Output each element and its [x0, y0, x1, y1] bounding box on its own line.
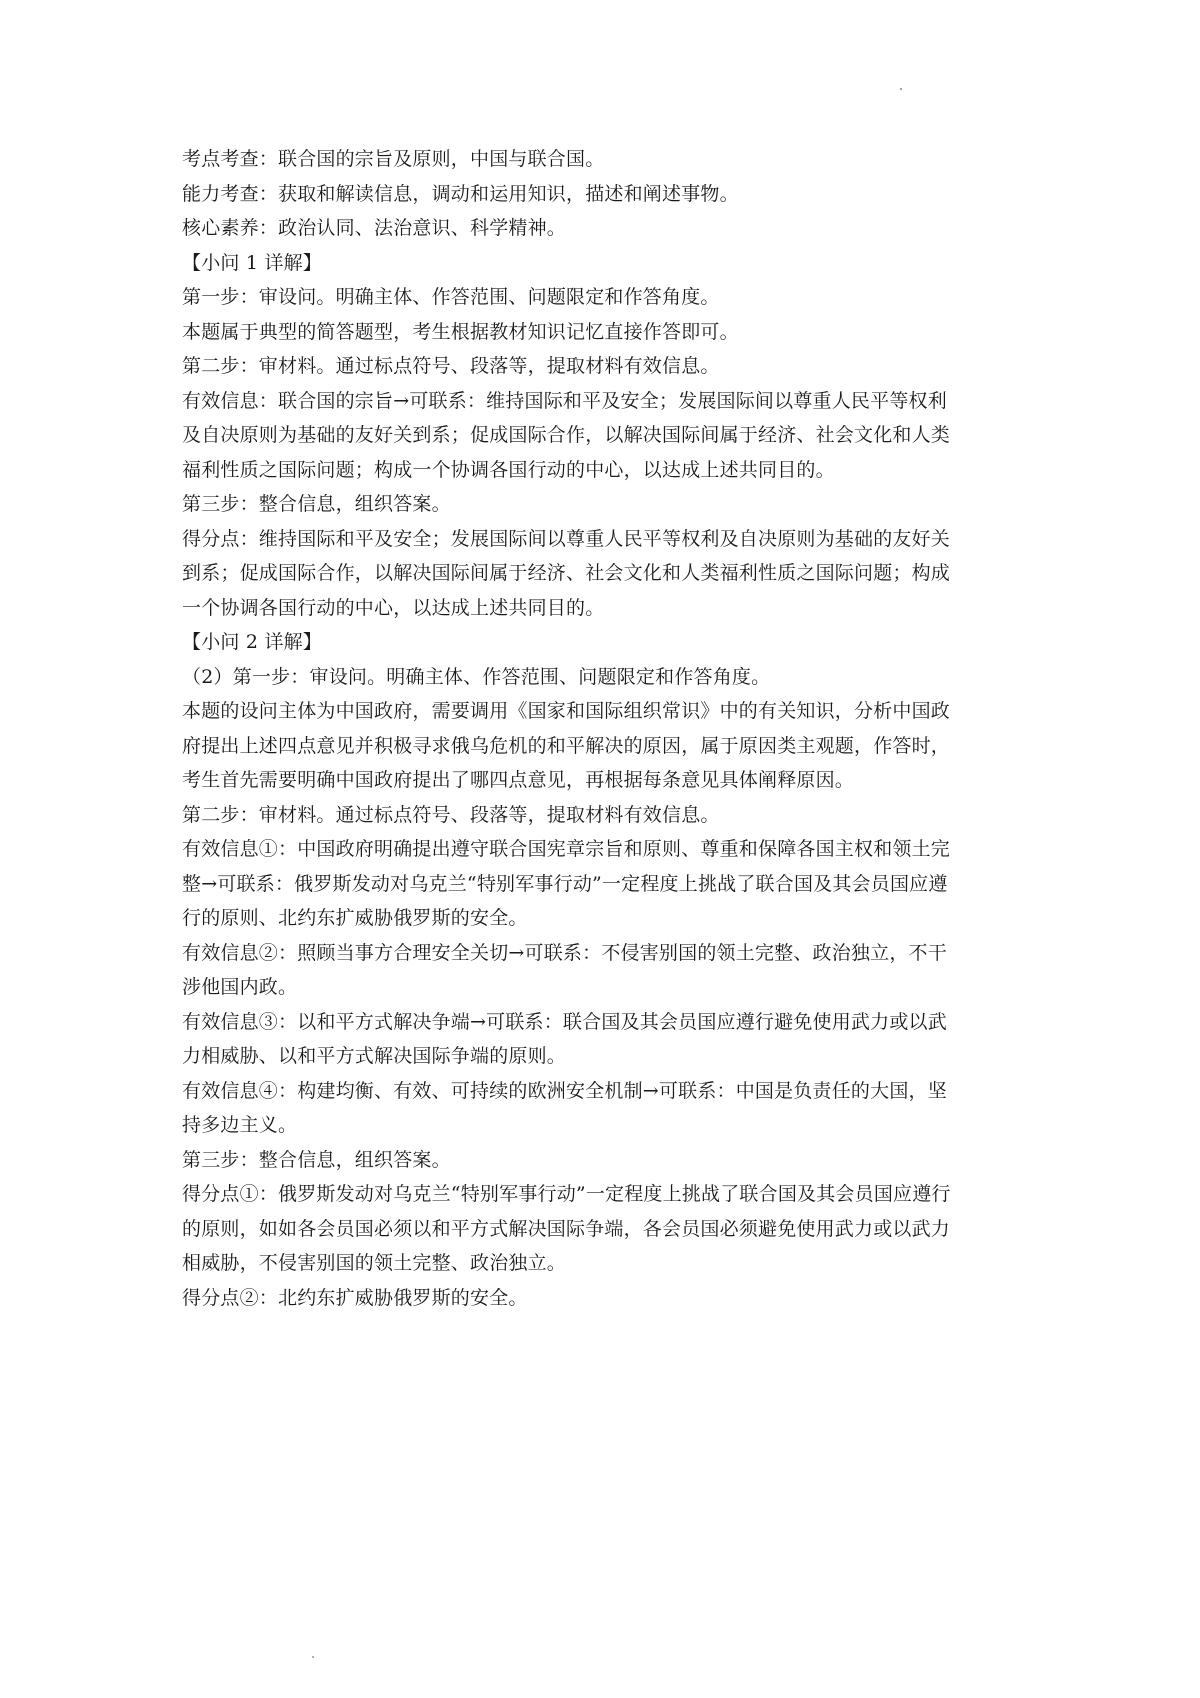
text-line: 考生首先需要明确中国政府提出了哪四点意见，再根据每条意见具体阐释原因。 [182, 769, 855, 791]
text-line: 第三步：整合信息，组织答案。 [182, 1148, 451, 1171]
text-line: （2）第一步：审设问。明确主体、作答范围、问题限定和作答角度。 [182, 665, 771, 688]
text-line: 的原则，如如各会员国必须以和平方式解决国际争端，各会员国必须避免使用武力或以武力 [182, 1217, 951, 1240]
text-line: 涉他国内政。 [182, 976, 298, 998]
text-line: 一个协调各国行动的中心，以达成上述共同目的。 [182, 596, 605, 619]
scan-speck [312, 1656, 314, 1658]
text-line: 有效信息②：照顾当事方合理安全关切→可联系：不侵害别国的领土完整、政治独立，不干 [182, 941, 947, 964]
text-line: 福利性质之国际问题；构成一个协调各国行动的中心，以达成上述共同目的。 [182, 458, 835, 481]
text-line: 有效信息：联合国的宗旨→可联系：维持国际和平及安全；发展国际间以尊重人民平等权利 [182, 389, 947, 412]
text-line: 府提出上述四点意见并积极寻求俄乌危机的和平解决的原因，属于原因类主观题，作答时， [182, 734, 951, 757]
text-line: 核心素养：政治认同、法治意识、科学精神。 [182, 217, 567, 239]
text-line: 第三步：整合信息，组织答案。 [182, 493, 451, 515]
text-line: 及自决原则为基础的友好关到系；促成国际合作，以解决国际间属于经济、社会文化和人类 [182, 424, 951, 446]
text-line: 第二步：审材料。通过标点符号、段落等，提取材料有效信息。 [182, 355, 720, 377]
text-line: 有效信息④：构建均衡、有效、可持续的欧洲安全机制→可联系：中国是负责任的大国，坚 [182, 1079, 947, 1102]
text-line: 整→可联系：俄罗斯发动对乌克兰“特别军事行动”一定程度上挑战了联合国及其会员国应遵 [182, 872, 948, 895]
text-line: 本题的设问主体为中国政府，需要调用《国家和国际组织常识》中的有关知识，分析中国政 [182, 700, 951, 722]
text-line: 得分点：维持国际和平及安全；发展国际间以尊重人民平等权利及自决原则为基础的友好关 [182, 527, 951, 550]
text-line: 本题属于典型的简答题型，考生根据教材知识记忆直接作答即可。 [182, 320, 739, 343]
text-line: 相威胁，不侵害别国的领土完整、政治独立。 [182, 1252, 567, 1274]
text-line: 有效信息③：以和平方式解决争端→可联系：联合国及其会员国应遵行避免使用武力或以武 [182, 1010, 947, 1033]
text-line: 有效信息①：中国政府明确提出遵守联合国宪章宗旨和原则、尊重和保障各国主权和领土完 [182, 838, 951, 860]
text-line: 第一步：审设问。明确主体、作答范围、问题限定和作答角度。 [182, 286, 720, 308]
text-line: 行的原则、北约东扩威胁俄罗斯的安全。 [182, 907, 528, 929]
text-line: 力相威胁、以和平方式解决国际争端的原则。 [182, 1045, 567, 1067]
text-line: 能力考查：获取和解读信息，调动和运用知识，描述和阐述事物。 [182, 182, 739, 205]
section-heading-q1: 【小问 1 详解】 [182, 251, 322, 274]
section-heading-q2: 【小问 2 详解】 [182, 631, 322, 653]
text-line: 考点考查：联合国的宗旨及原则，中国与联合国。 [182, 148, 605, 170]
scan-speck [900, 88, 902, 90]
text-line: 到系；促成国际合作，以解决国际间属于经济、社会文化和人类福利性质之国际问题；构成 [182, 562, 951, 584]
text-line: 第二步：审材料。通过标点符号、段落等，提取材料有效信息。 [182, 803, 720, 826]
answer-explanation-body [182, 142, 1028, 1315]
text-line: 持多边主义。 [182, 1114, 298, 1136]
text-line: 得分点①：俄罗斯发动对乌克兰“特别军事行动”一定程度上挑战了联合国及其会员国应遵行 [182, 1183, 951, 1205]
text-line: 得分点②：北约东扩威胁俄罗斯的安全。 [182, 1286, 528, 1309]
